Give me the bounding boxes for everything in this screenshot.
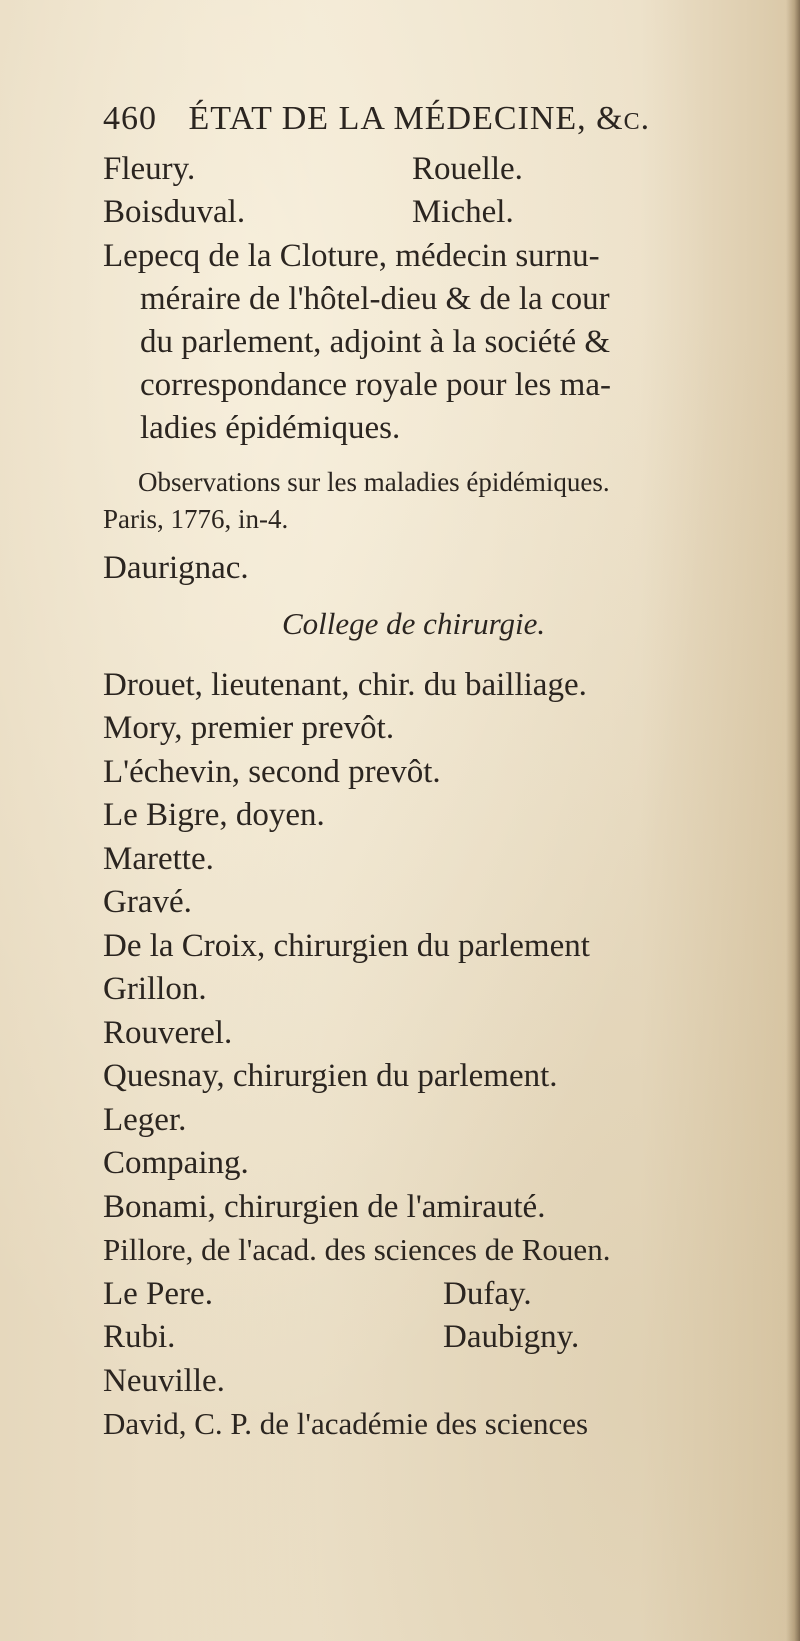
name-entry: Drouet, lieutenant, chir. du bailliage.: [103, 667, 587, 703]
name-entry: De la Croix, chirurgien du parlement: [103, 928, 590, 964]
name-entry: L'échevin, second prevôt.: [103, 754, 441, 790]
page-number: 460: [103, 100, 157, 137]
name-entry: Bonami, chirurgien de l'amirauté.: [103, 1189, 546, 1225]
name-entry: Rouelle.: [412, 151, 523, 187]
name-entry: Le Pere.: [103, 1276, 213, 1312]
name-entry: Fleury.: [103, 151, 196, 187]
entry-lepecq-line: méraire de l'hôtel-dieu & de la cour: [140, 281, 610, 317]
entry-lepecq-line: du parlement, adjoint à la société &: [140, 324, 611, 360]
name-entry: Pillore, de l'acad. des sciences de Rouen.: [103, 1232, 611, 1267]
entry-lepecq-line: Lepecq de la Cloture, médecin surnu-: [103, 238, 600, 274]
page-edge-shadow: [786, 0, 800, 1641]
name-entry: Quesnay, chirurgien du parlement.: [103, 1058, 558, 1094]
name-entry: Le Bigre, doyen.: [103, 797, 325, 833]
entry-lepecq-line: ladies épidémiques.: [140, 410, 401, 446]
name-entry: Daurignac.: [103, 550, 249, 586]
name-entry: Mory, premier prevôt.: [103, 710, 395, 746]
name-entry: Gravé.: [103, 884, 192, 920]
work-citation: Observations sur les maladies épidémiques.: [138, 467, 610, 497]
name-entry: Leger.: [103, 1102, 187, 1138]
running-title: ÉTAT DE LA MÉDECINE, &c.: [188, 100, 651, 137]
entry-lepecq-line: correspondance royale pour les ma-: [140, 367, 611, 403]
section-title: College de chirurgie.: [282, 606, 546, 641]
name-entry: Compaing.: [103, 1145, 249, 1181]
name-entry: Daubigny.: [443, 1319, 580, 1355]
name-entry: Boisduval.: [103, 194, 246, 230]
name-entry: Dufay.: [443, 1276, 532, 1312]
name-entry: Neuville.: [103, 1363, 225, 1399]
name-entry: Michel.: [412, 194, 514, 230]
name-entry: Marette.: [103, 841, 214, 877]
work-citation-imprint: Paris, 1776, in-4.: [103, 504, 289, 534]
name-entry: Grillon.: [103, 971, 207, 1007]
name-entry: David, C. P. de l'académie des sciences: [103, 1406, 589, 1441]
name-entry: Rouverel.: [103, 1015, 233, 1051]
running-header: [103, 100, 650, 138]
name-entry: Rubi.: [103, 1319, 176, 1355]
